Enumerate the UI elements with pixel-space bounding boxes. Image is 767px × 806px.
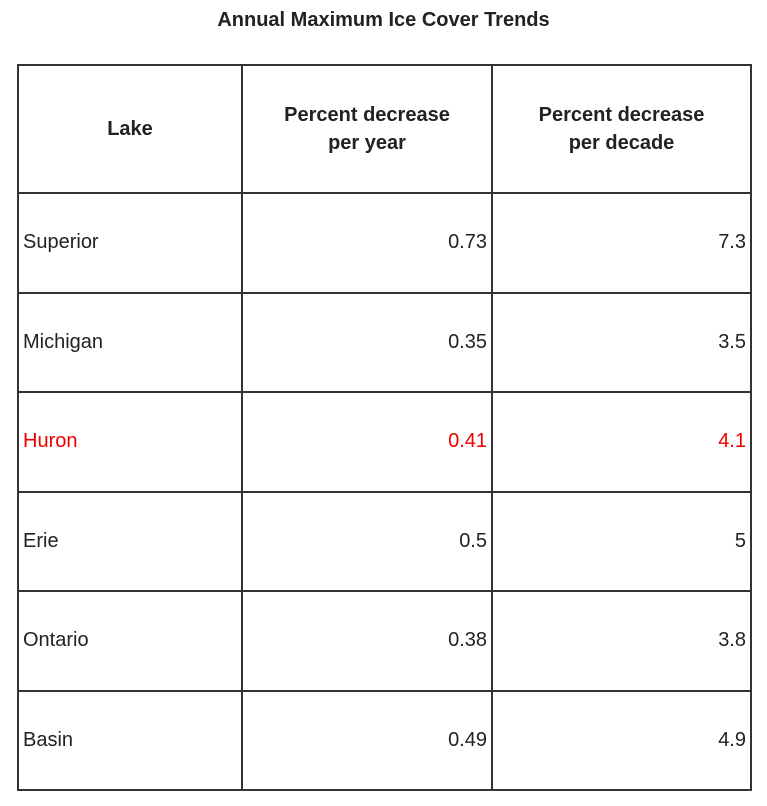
table-row <box>18 591 751 691</box>
per-decade-cell: 5 <box>492 492 751 592</box>
header-per-year-line1: Percent decrease <box>284 104 450 126</box>
per-year-cell: 0.38 <box>242 591 492 691</box>
per-year-cell: 0.49 <box>242 691 492 791</box>
table-row <box>18 691 751 791</box>
lake-name-cell: Erie <box>18 492 242 592</box>
per-decade-cell: 3.5 <box>492 293 751 393</box>
lake-name-cell: Michigan <box>18 293 242 393</box>
header-per-decade-line1: Percent decrease <box>538 104 705 126</box>
lake-name-cell: Huron <box>18 392 242 492</box>
header-per-decade-line2: per decade <box>568 132 675 154</box>
header-per-year-line2: per year <box>328 132 406 154</box>
per-decade-cell: 7.3 <box>492 193 751 293</box>
table-row <box>18 492 751 592</box>
header-lake: Lake <box>18 65 242 193</box>
header-row <box>18 65 751 193</box>
lake-name-cell: Superior <box>18 193 242 293</box>
per-year-cell: 0.41 <box>242 392 492 492</box>
table-row <box>18 293 751 393</box>
table-row <box>18 193 751 293</box>
table-row-highlighted <box>18 392 751 492</box>
per-decade-cell: 4.1 <box>492 392 751 492</box>
lake-name-cell: Basin <box>18 691 242 791</box>
ice-cover-table <box>17 64 752 791</box>
header-per-decade <box>492 65 751 193</box>
per-year-cell: 0.5 <box>242 492 492 592</box>
per-year-cell: 0.35 <box>242 293 492 393</box>
table-title: Annual Maximum Ice Cover Trends <box>217 9 550 31</box>
per-decade-cell: 4.9 <box>492 691 751 791</box>
lake-name-cell: Ontario <box>18 591 242 691</box>
per-year-cell: 0.73 <box>242 193 492 293</box>
per-decade-cell: 3.8 <box>492 591 751 691</box>
header-per-year <box>242 65 492 193</box>
